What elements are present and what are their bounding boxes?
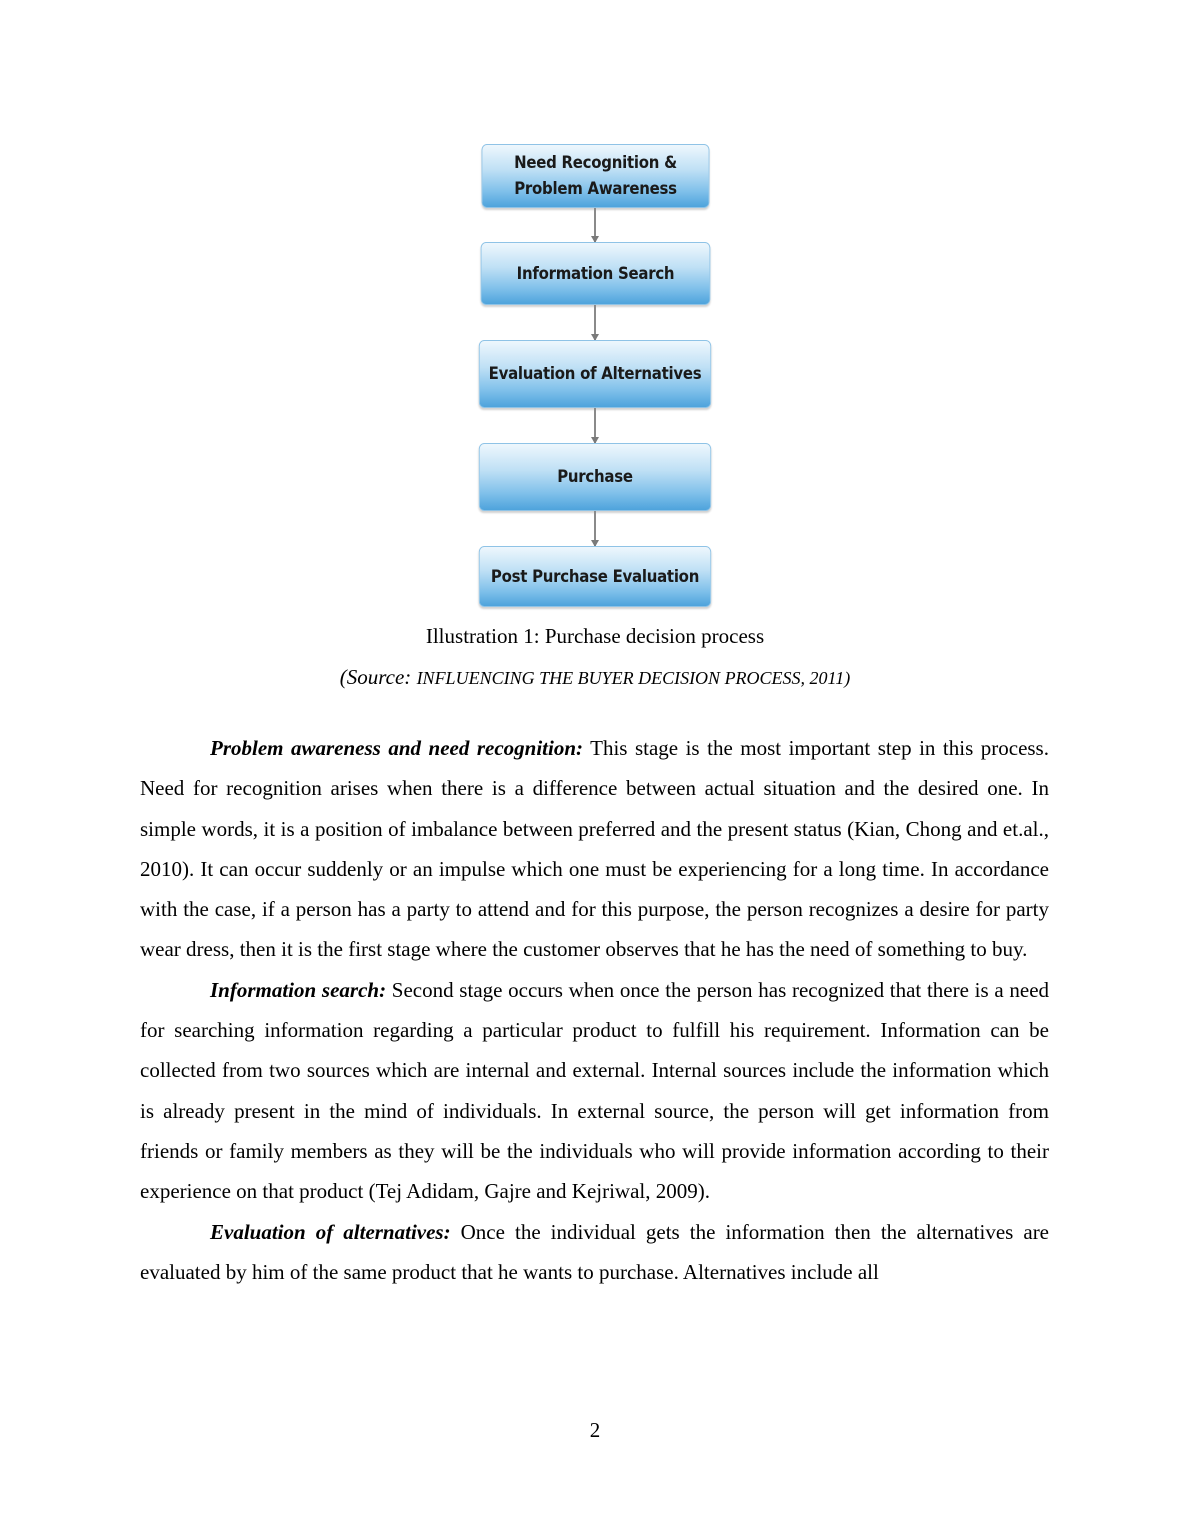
flow-step-need-recognition <box>482 144 710 208</box>
flow-arrow <box>594 305 596 340</box>
source-prefix: (Source: <box>339 665 417 689</box>
caption-title: Illustration 1: Purchase decision process <box>425 624 765 648</box>
paragraph-text: This stage is the most important step in this process. Need for recognition arises when there is a difference between actual situation and the desired one. In simple words, it is a position of imbalance between preferred and the present status (Kian, Chong and et.al., 2010). It can occur suddenly or an impulse which one must be experiencing for a long time. In accordance with the case, if a person has a party to attend and for this purpose, the person recognizes a desire for party wear dress, then it is the first stage where the customer observes that he has the need of something to buy. <box>140 736 1049 962</box>
source-title: INFLUENCING THE BUYER DECISION PROCESS, 2011) <box>416 668 851 688</box>
body-text <box>140 728 1049 1292</box>
page-number: 2 <box>589 1418 601 1442</box>
paragraph-text: Once the individual gets the information then the alternatives are evaluated by him of the same product that he wants to purchase. Alternatives include all <box>140 1219 1050 1284</box>
paragraph-information-search <box>140 970 1049 1212</box>
flow-step-purchase <box>479 443 711 511</box>
figure-source <box>0 665 1190 690</box>
paragraph-problem-awareness <box>140 728 1049 970</box>
flow-arrow <box>594 511 596 546</box>
flow-arrow <box>594 408 596 443</box>
flow-step-label: Information Search <box>516 263 675 284</box>
figure-caption <box>0 624 1190 649</box>
flow-step-information-search <box>481 242 711 305</box>
flow-step-post-purchase-evaluation <box>479 546 711 607</box>
flow-step-label: Post Purchase Evaluation <box>490 566 700 587</box>
flow-step-evaluation-of-alternatives <box>479 340 711 408</box>
flow-arrow <box>594 208 596 242</box>
flow-step-label: Problem Awareness <box>514 179 677 199</box>
paragraph-text: Second stage occurs when once the person has recognized that there is a need for searching information regarding a particular product to fulfill his requirement. Information can be collected from two sources which are internal and external. Internal sources include the information which is already present in the mind of individuals. In external source, the person will get information from friends or family members as they will be the individuals who will provide information according to their experience on that product (Tej Adidam, Gajre and Kejriwal, 2009). <box>140 977 1050 1204</box>
paragraph-lead: Evaluation of alternatives: <box>210 1219 451 1244</box>
paragraph-evaluation-of-alternatives <box>140 1212 1049 1293</box>
paragraph-lead: Information search: <box>210 977 387 1002</box>
flow-step-label: Purchase <box>557 467 633 487</box>
purchase-decision-flowchart <box>0 0 1190 620</box>
paragraph-lead: Problem awareness and need recognition: <box>210 736 583 760</box>
flow-step-label: Evaluation of Alternatives <box>488 364 702 384</box>
flow-step-label: Need Recognition & <box>514 153 677 173</box>
